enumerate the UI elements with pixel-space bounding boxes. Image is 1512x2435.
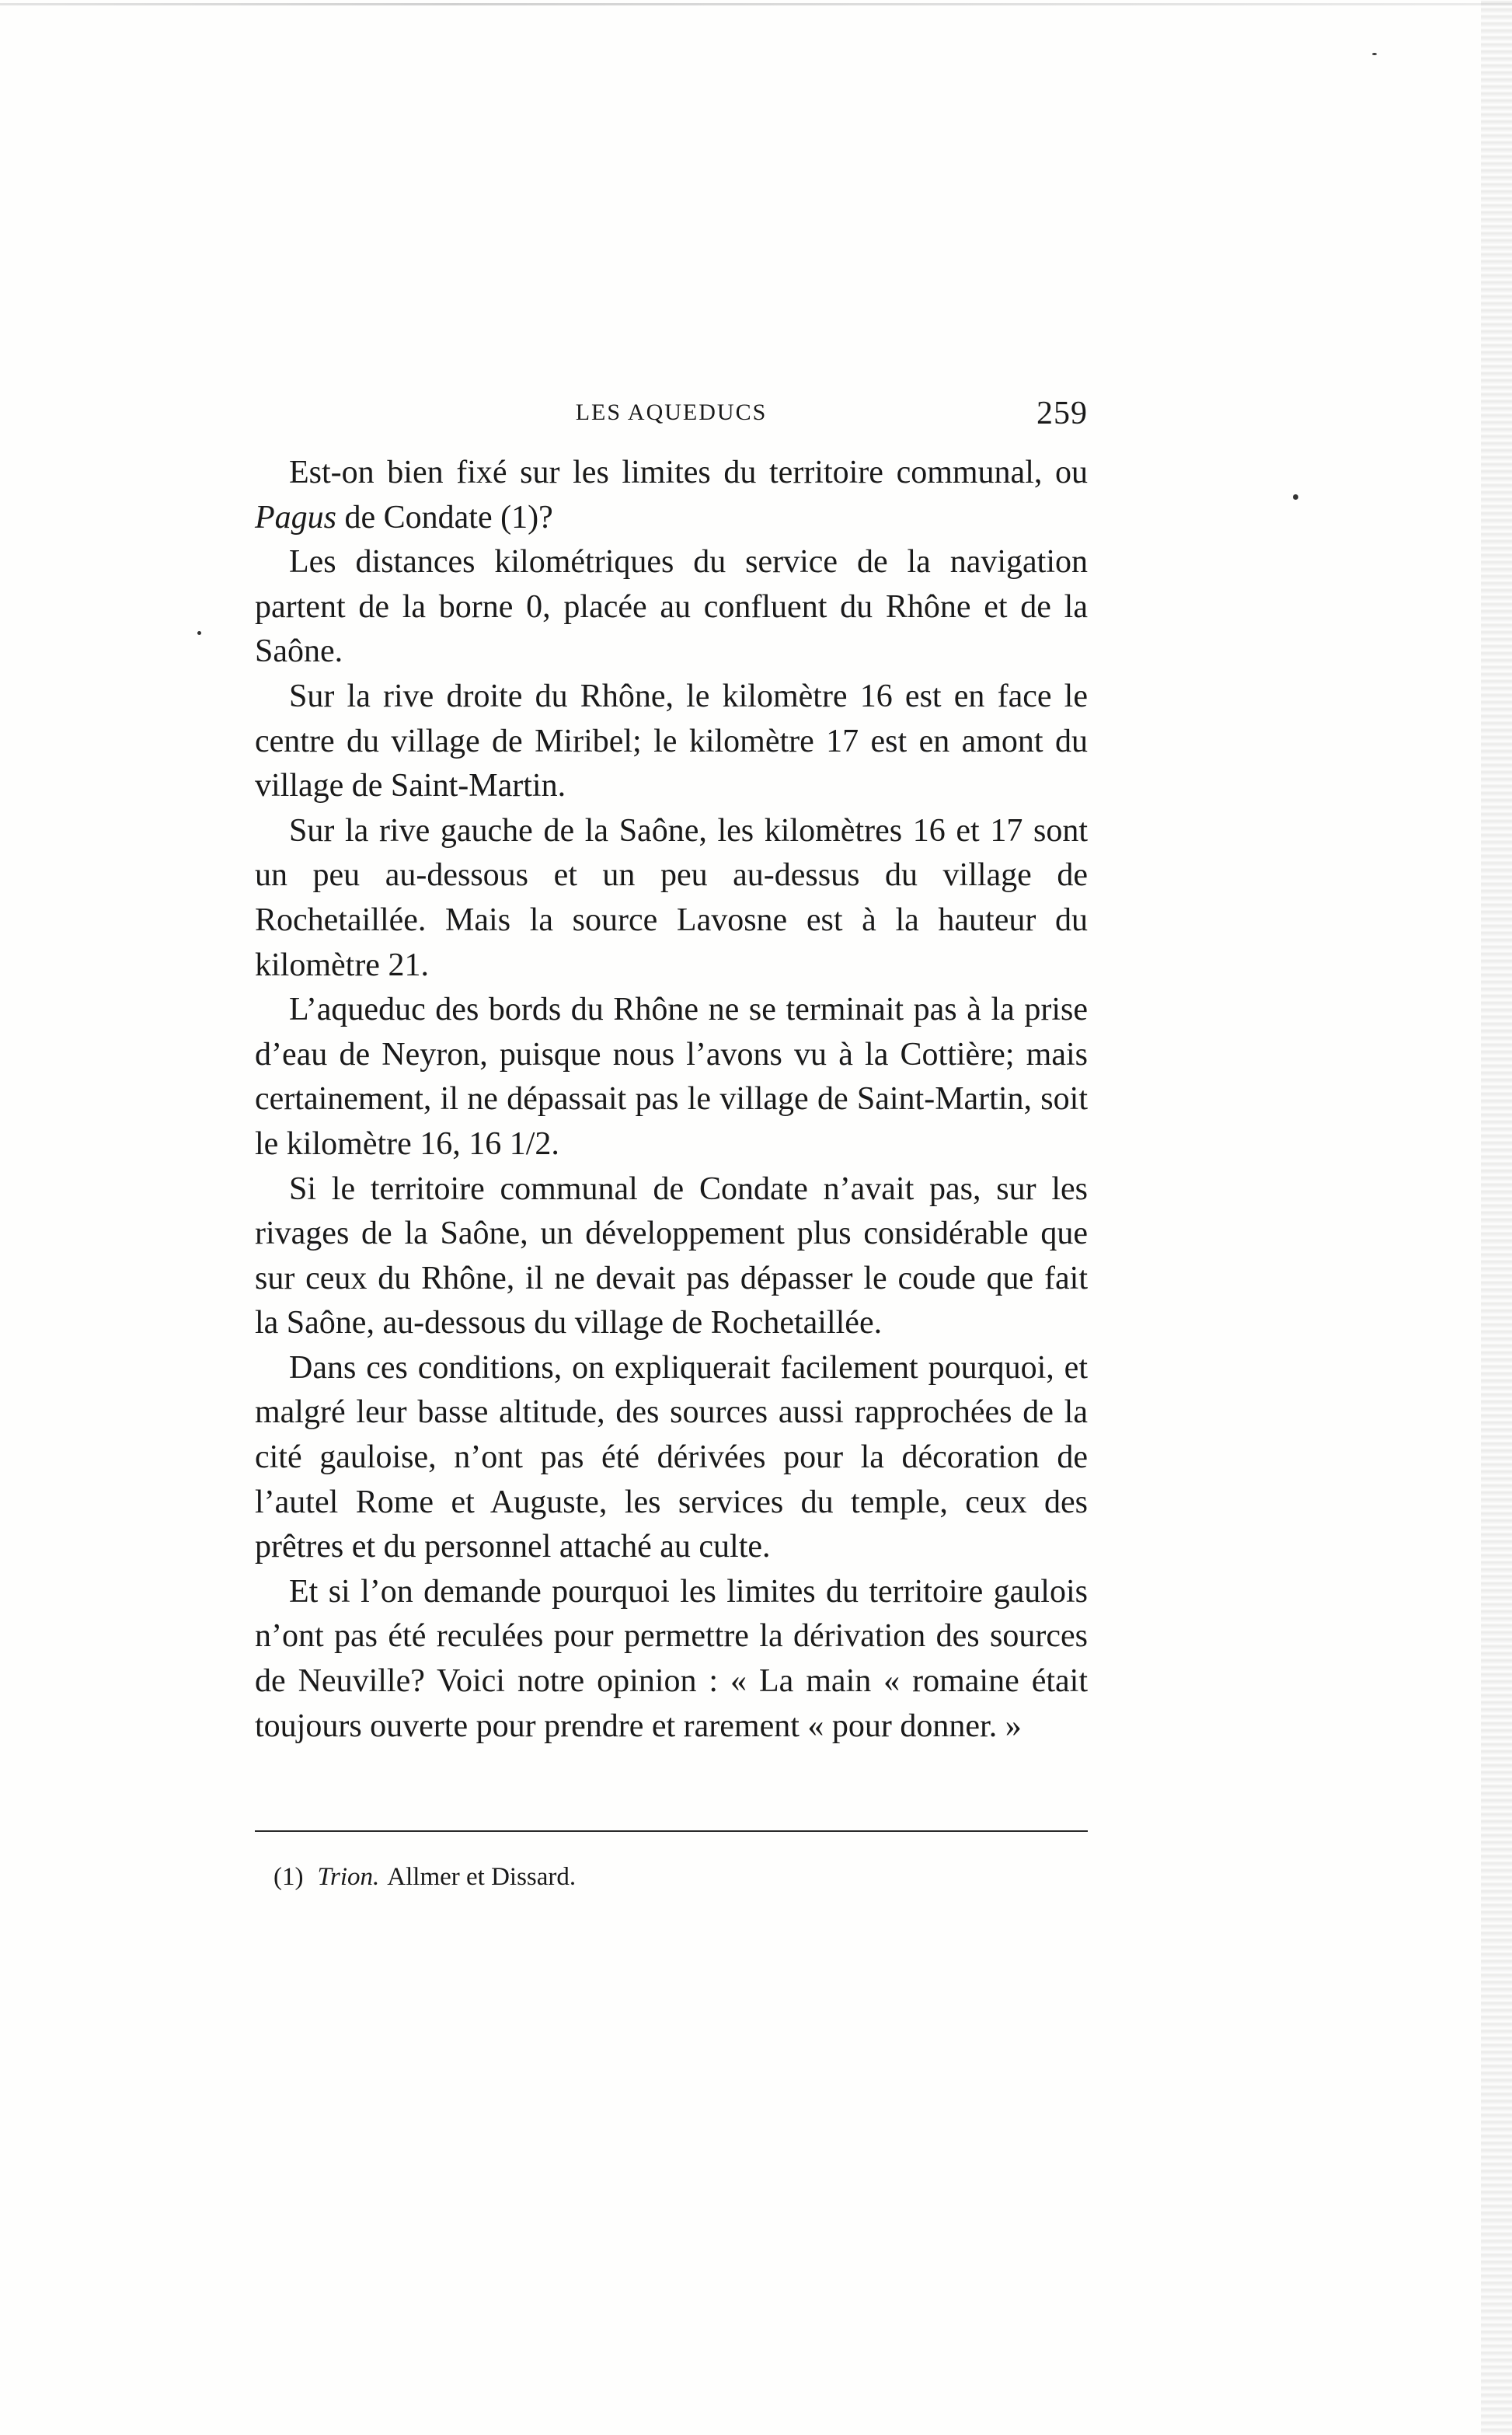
ink-speck (197, 631, 201, 635)
paragraph-text: Sur la rive droite du Rhône, le kilomètre 16 est en face le centre du village de Miribel; le kilomètre 17 est en amont du village de Saint-Martin. (255, 678, 1088, 804)
ink-speck (1293, 494, 1298, 500)
page-header (255, 395, 1088, 434)
footnote-divider (255, 1830, 1088, 1832)
paragraph (255, 988, 1088, 1167)
scan-right-edge (1481, 0, 1512, 2435)
paragraph-text: Et si l’on demande pourquoi les limites du territoire gaulois n’ont pas été reculées pour permettre la dérivation des sources de Neuville? Voici notre opinion : « La main « romaine était toujours ouverte pour prendre et rarement « pour donner. » (255, 1573, 1088, 1744)
paragraph (255, 1570, 1088, 1749)
paragraph (255, 540, 1088, 675)
paragraph-text: Dans ces conditions, on expliquerait facilement pourquoi, et malgré leur basse altitude, des sources aussi rapprochées de la cité gauloise, n’ont pas été dérivées pour la décoration de l’autel Rome et Auguste, les services du temple, ceux des prêtres et du personnel attaché au culte. (255, 1349, 1088, 1565)
footnote (273, 1861, 576, 1893)
ink-speck (1372, 53, 1377, 55)
paragraph-text: Sur la rive gauche de la Saône, les kilomètres 16 et 17 sont un peu au-dessous et un peu au-dessus du village de Rochetaillée. Mais la source Lavosne est à la hauteur du kilomètre 21. (255, 812, 1088, 983)
scan-top-edge (0, 3, 1512, 5)
paragraph (255, 675, 1088, 809)
footnote-text: Allmer et Dissard. (387, 1863, 577, 1891)
paragraph-italic: Pagus (255, 499, 336, 535)
footnote-mark: (1) (273, 1863, 304, 1891)
page-number: 259 (1036, 396, 1088, 431)
paragraph-text-end: de Condate (1)? (336, 499, 553, 535)
paragraph-text: Est-on bien fixé sur les limites du territoire communal, ou (289, 455, 1088, 490)
paragraph-text: L’aqueduc des bords du Rhône ne se terminait pas à la prise d’eau de Neyron, puisque nous l’avons vu à la Cottière; mais certainement, il ne dépassait pas le village de Saint-Martin, soit le kilomètre 16, 16 1/2. (255, 992, 1088, 1162)
running-head: LES AQUEDUCS (575, 399, 768, 425)
footnote-title: Trion. (317, 1863, 380, 1891)
paragraph (255, 809, 1088, 988)
paragraph-text: Si le territoire communal de Condate n’avait pas, sur les rivages de la Saône, un développement plus considérable que sur ceux du Rhône, il ne devait pas dépasser le coude que fait la Saône, au-dessous du village de Rochetaillée. (255, 1170, 1088, 1341)
paragraph-text: Les distances kilométriques du service de la navigation partent de la borne 0, placée au confluent du Rhône et de la Saône. (255, 544, 1088, 670)
paragraph (255, 451, 1088, 540)
paragraph (255, 1167, 1088, 1346)
paragraph (255, 1346, 1088, 1570)
main-text (255, 451, 1088, 1749)
